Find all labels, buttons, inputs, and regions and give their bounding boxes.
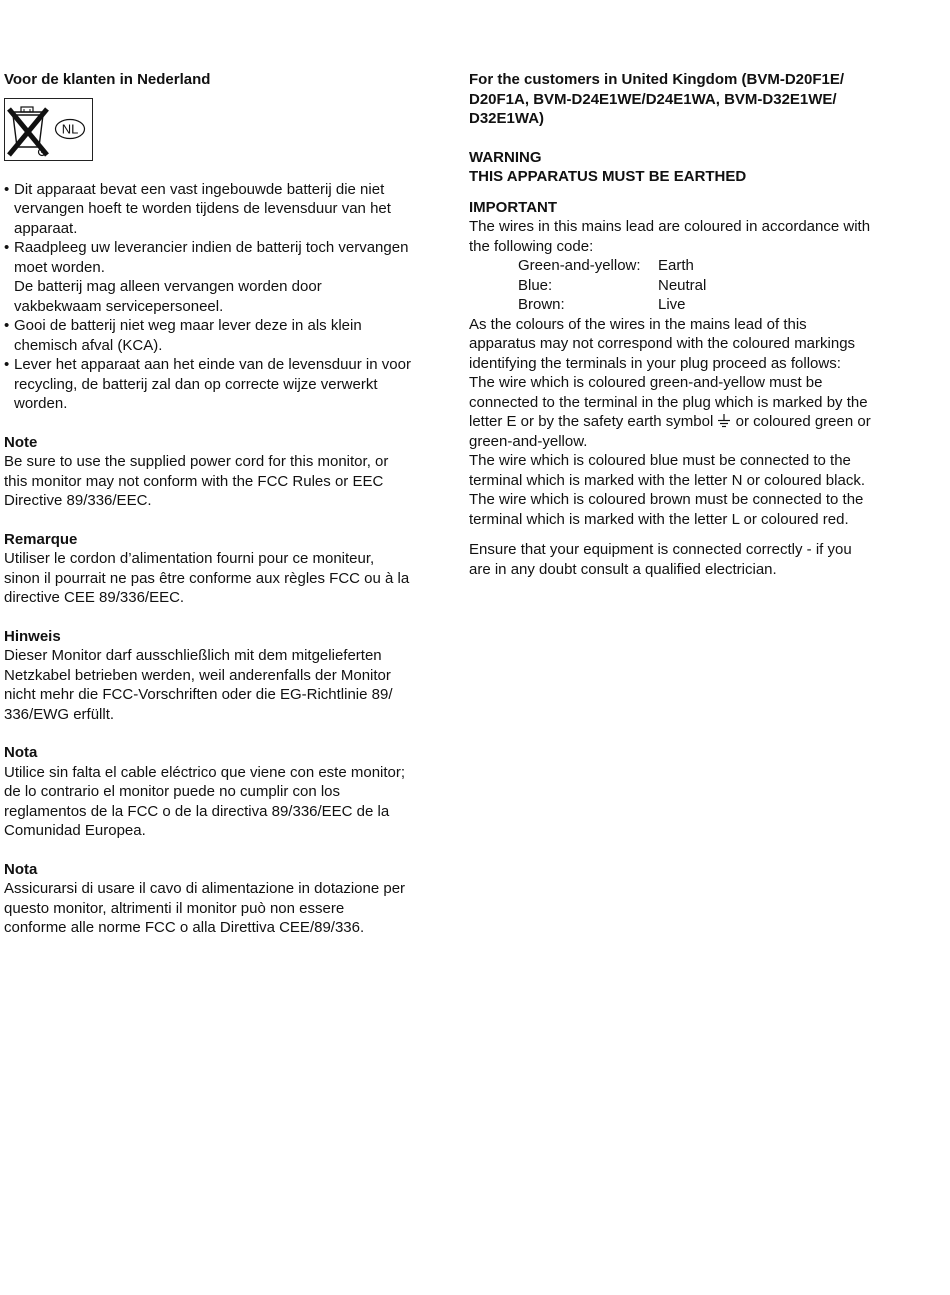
important-block: IMPORTANT The wires in this mains lead are coloured in accordance with the following code: Green-and-yellow: Earth Blue: Neutral Brown: Live As the colours of the wires in the mains lead of this apparatus may not correspond with the coloured markings identifying the terminals in your plug proceed as follows: The wire which is coloured green-and-yellow must be connected to the terminal in the plug which is marked by the letter E or by the safety earth symbol or coloured green or green-and-yellow. The wire which is coloured blue must be connected to the terminal which is marked with the letter N or coloured black. The wire which is coloured brown must be connected to the terminal which is marked with the letter L or coloured red. [469,198,909,530]
note-heading: Nota [4,744,38,761]
note-heading: Remarque [4,530,78,548]
nl-badge-text: NL [61,121,79,136]
note-heading: Nota [4,860,38,878]
right-column [469,70,909,579]
note-es: Nota Utilice sin falta el cable eléctrico que viene con este monitor; de lo contrario el monitor puede no cumplir con los reglamentos de la FCC o de la directiva 89/336/EEC de la Comunidad Europea. [4,743,440,841]
note-heading: Hinweis [4,627,61,645]
battery-bullets [4,180,440,414]
note-it: Nota Assicurarsi di usare il cavo di alimentazione in dotazione per questo monitor, altrimenti il monitor può non essere conforme alle norme FCC o alla Direttiva CEE/89/336. [4,860,440,938]
important-heading: IMPORTANT [469,198,558,216]
nl-badge [54,118,86,140]
bullet-2: • Raadpleeg uw leverancier indien de batterij toch vervangen moet worden. De batterij mag alleen vervangen worden door vakbekwaam servicepersoneel. [4,238,440,316]
left-column [4,70,440,938]
wire-color-table: Green-and-yellow: Earth Blue: Neutral Brown: Live [518,257,707,313]
bullet-4: • Lever het apparaat aan het einde van de levensduur in voor recycling, de batterij zal dan op correcte wijze verwerkt worden. [4,355,440,414]
note-de: Hinweis Dieser Monitor darf ausschließlich mit dem mitgelieferten Netzkabel betrieben werden, weil anderenfalls der Monitor nicht mehr die FCC-Vorschriften oder die EG-Richtlinie 89/ 336/EWG erfüllt. [4,627,440,725]
earth-ground-icon [717,414,731,428]
note-heading: Note [4,433,38,451]
bullet-1: • Dit apparaat bevat een vast ingebouwde batterij die niet vervangen hoeft te worden tijdens de levensduur van het apparaat. [4,180,440,239]
note-fr: Remarque Utiliser le cordon d’alimentation fourni pour ce moniteur, sinon il pourrait ne pas être conforme aux règles FCC ou à la directive CEE 89/336/EEC. [4,530,440,608]
note-en: Note Be sure to use the supplied power cord for this monitor, or this monitor may not conform with the FCC Rules or EEC Directive 89/336/EEC. [4,433,440,511]
nl-title: Voor de klanten in Nederland [4,71,211,88]
weee-logo [4,98,93,161]
earth-symbol-line: letter E or by the safety earth symbol or coloured green or [469,413,871,430]
uk-title: For the customers in United Kingdom (BVM-D20F1E/ D20F1A, BVM-D24E1WE/D24E1WA, BVM-D32E1WE/ D32E1WA) [469,71,845,127]
ensure-block: Ensure that your equipment is connected correctly - if you are in any doubt consult a qualified electrician. [469,541,852,578]
warning-block: WARNING THIS APPARATUS MUST BE EARTHED [469,148,747,185]
bullet-3: • Gooi de batterij niet weg maar lever deze in als klein chemisch afval (KCA). [4,316,440,355]
